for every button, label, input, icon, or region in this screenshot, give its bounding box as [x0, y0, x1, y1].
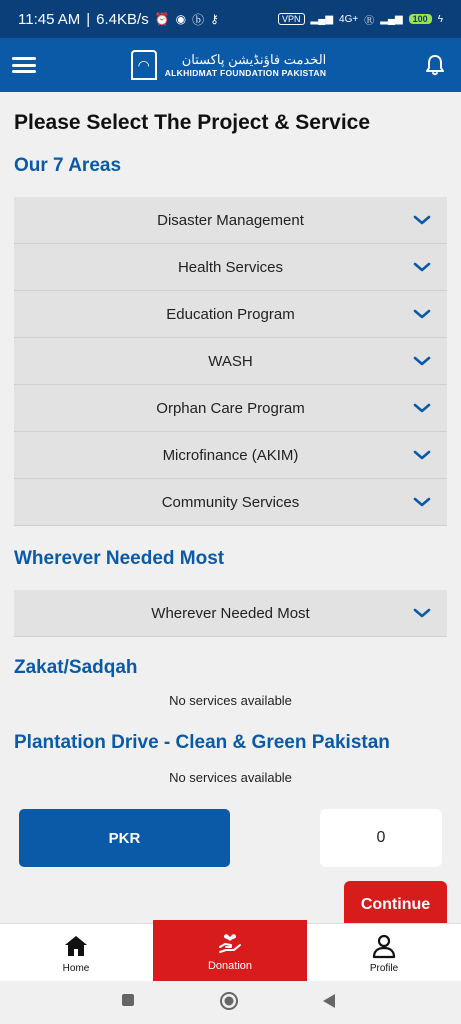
nav-profile-label: Profile: [369, 962, 399, 974]
accordion-item-label: Community Services: [161, 493, 300, 511]
notification-icon: ⓑ: [192, 12, 205, 27]
accordion-item-disaster-management[interactable]: [14, 197, 447, 244]
chevron-down-icon: [413, 354, 431, 368]
signal-icon: ▂▄▆: [310, 13, 334, 25]
status-bar-right: [278, 12, 443, 27]
home-icon: [63, 933, 89, 959]
chevron-down-icon: [413, 213, 431, 227]
bottom-nav: [0, 923, 461, 981]
nav-donation-label: Donation: [207, 960, 253, 972]
whatsapp-icon: ◉: [175, 12, 187, 26]
wherever-heading: Wherever Needed Most: [14, 548, 225, 569]
status-time: 11:45 AM: [18, 10, 81, 28]
plantation-empty-text: No services available: [169, 770, 292, 785]
accordion-item-community-services[interactable]: [14, 479, 447, 526]
currency-button[interactable]: PKR: [19, 809, 230, 867]
signal-icon-2: ▂▄▆: [380, 13, 403, 25]
status-bar-left: [18, 11, 219, 28]
accordion-item-label: Education Program: [166, 305, 295, 323]
chevron-down-icon: [413, 606, 431, 620]
accordion-item-orphan-care-program[interactable]: [14, 385, 447, 432]
profile-icon: [371, 933, 397, 959]
chevron-down-icon: [413, 495, 431, 509]
home-circle-icon[interactable]: [219, 991, 239, 1011]
network-type: 4G+: [339, 13, 359, 25]
back-triangle-icon[interactable]: [322, 993, 336, 1009]
nav-home[interactable]: [36, 924, 116, 982]
accordion-item-label: WASH: [208, 352, 253, 370]
system-nav-bar: [0, 981, 461, 1024]
alarm-icon: ⏰: [154, 12, 170, 26]
charging-icon: ϟ: [437, 13, 443, 25]
chevron-down-icon: [413, 448, 431, 462]
logo-english-text: ALKHIDMAT FOUNDATION PAKISTAN: [164, 68, 327, 78]
vpn-badge: VPN: [278, 13, 305, 25]
accordion-item-health-services[interactable]: [14, 244, 447, 291]
accordion-item-label: Wherever Needed Most: [151, 604, 310, 622]
key-icon: ⚷: [210, 12, 219, 26]
accordion-item-label: Microfinance (AKIM): [162, 446, 299, 464]
accordion-item-label: Orphan Care Program: [156, 399, 305, 417]
main-content: [14, 92, 447, 785]
hamburger-menu-icon[interactable]: [12, 53, 36, 77]
app-bar: [0, 38, 461, 92]
zakat-heading: Zakat/Sadqah: [14, 657, 138, 678]
chevron-down-icon: [413, 401, 431, 415]
status-bar: [0, 0, 461, 38]
plantation-heading: Plantation Drive - Clean & Green Pakistan: [14, 732, 390, 753]
areas-heading: Our 7 Areas: [14, 155, 122, 176]
donation-hand-heart-icon: [217, 930, 243, 956]
accordion-item-microfinance[interactable]: [14, 432, 447, 479]
areas-accordion: [14, 197, 447, 526]
nav-profile[interactable]: [344, 924, 424, 982]
nav-donation[interactable]: [153, 920, 307, 982]
logo-emblem-icon: ◠: [131, 50, 157, 80]
page-title: Please Select The Project & Service: [14, 111, 371, 134]
accordion-item-label: Health Services: [177, 258, 284, 276]
accordion-item-wherever-needed-most[interactable]: [14, 590, 447, 637]
battery-icon: 100: [409, 14, 432, 24]
accordion-item-wash[interactable]: [14, 338, 447, 385]
zakat-empty-text: No services available: [169, 693, 292, 708]
status-speed: 6.4KB/s: [96, 10, 149, 28]
wherever-accordion: [14, 590, 447, 637]
bell-icon[interactable]: [421, 51, 449, 79]
continue-button[interactable]: Continue: [344, 881, 447, 929]
roaming-icon: Ⓡ: [364, 15, 375, 27]
accordion-item-label: Disaster Management: [157, 211, 304, 229]
chevron-down-icon: [413, 307, 431, 321]
logo-urdu-text: الخدمت فاؤنڈیشن پاکستان: [181, 52, 327, 67]
accordion-item-education-program[interactable]: [14, 291, 447, 338]
status-separator: |: [86, 10, 91, 28]
chevron-down-icon: [413, 260, 431, 274]
amount-input[interactable]: 0: [320, 809, 442, 867]
logo-text: [165, 52, 327, 78]
nav-home-label: Home: [62, 962, 90, 974]
recents-square-icon[interactable]: [121, 993, 135, 1007]
app-logo: [131, 50, 327, 80]
